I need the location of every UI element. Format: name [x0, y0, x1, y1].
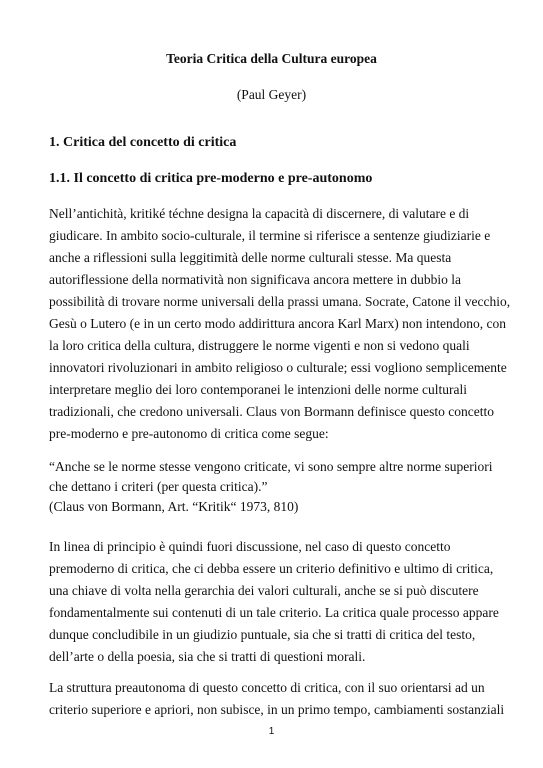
text-line: dunque concludibile in un giudizio puntuale, sia che si tratti di critica del testo, — [49, 627, 476, 642]
text-line: Gesù o Lutero (e in un certo modo addirittura ancora Karl Marx) non intendono, con — [49, 316, 506, 331]
text-line: La struttura preautonoma di questo concetto di critica, con il suo orientarsi ad un — [49, 680, 485, 695]
text-line: tradizionali, che credono universali. Claus von Bormann definisce questo concetto — [49, 404, 494, 419]
text-line: Nell’antichità, kritiké téchne designa la capacità di discernere, di valutare e di — [49, 206, 470, 221]
text-line: criterio superiore e apriori, non subisce, in un primo tempo, cambiamenti sostanziali — [49, 702, 505, 717]
block-quote — [49, 457, 499, 517]
text-line: dell’arte o della poesia, sia che si tratti di questioni morali. — [49, 649, 366, 664]
paragraph-3 — [49, 677, 505, 721]
quote-citation: (Claus von Bormann, Art. “Kritik“ 1973, 810) — [49, 499, 299, 514]
text-line: una chiave di volta nella gerarchia dei valori culturali, anche se si può discutere — [49, 583, 479, 598]
page-number: 1 — [268, 726, 275, 737]
quote-line: “Anche se le norme stesse vengono criticate, vi sono sempre altre norme superiori — [49, 459, 493, 474]
document-title: Teoria Critica della Cultura europea — [166, 51, 377, 66]
text-line: giudicare. In ambito socio-culturale, il termine si riferisce a sentenze giudiziarie e — [49, 228, 491, 243]
section-heading: 1. Critica del concetto di critica — [49, 135, 237, 150]
text-line: In linea di principio è quindi fuori discussione, nel caso di questo concetto — [49, 539, 451, 554]
text-line: innovatori rivoluzionari in ambito religioso o culturale; essi vogliono semplicemente — [49, 360, 507, 375]
text-line: anche a riflessioni sulla leggitimità delle norme culturali stesse. Ma questa — [49, 250, 452, 265]
text-line: possibilità di trovare norme universali della prassi umana. Socrate, Catone il vecchio, — [49, 294, 511, 309]
text-line: pre-moderno e pre-autonomo di critica come segue: — [49, 426, 329, 441]
text-line: interpretare meglio dei loro contemporanei le intenzioni delle norme culturali — [49, 382, 467, 397]
text-line: autoriflessione della normatività non significava ancora mettere in dubbio la — [49, 272, 461, 287]
paragraph-2 — [49, 536, 499, 668]
text-line: la loro critica della cultura, distruggere le norme vigenti e non si vedono quali — [49, 338, 470, 353]
text-line: fondamentalmente sui contenuti di un tale criterio. La critica quale processo appare — [49, 605, 499, 620]
text-line: premoderno di critica, che ci debba essere un criterio definitivo e ultimo di critica, — [49, 561, 494, 576]
subsection-heading: 1.1. Il concetto di critica pre-moderno e pre-autonomo — [49, 171, 373, 186]
paragraph-1 — [49, 203, 511, 445]
quote-line: che dettano i criteri (per questa critica).” — [49, 479, 268, 494]
document-author: (Paul Geyer) — [236, 87, 307, 102]
